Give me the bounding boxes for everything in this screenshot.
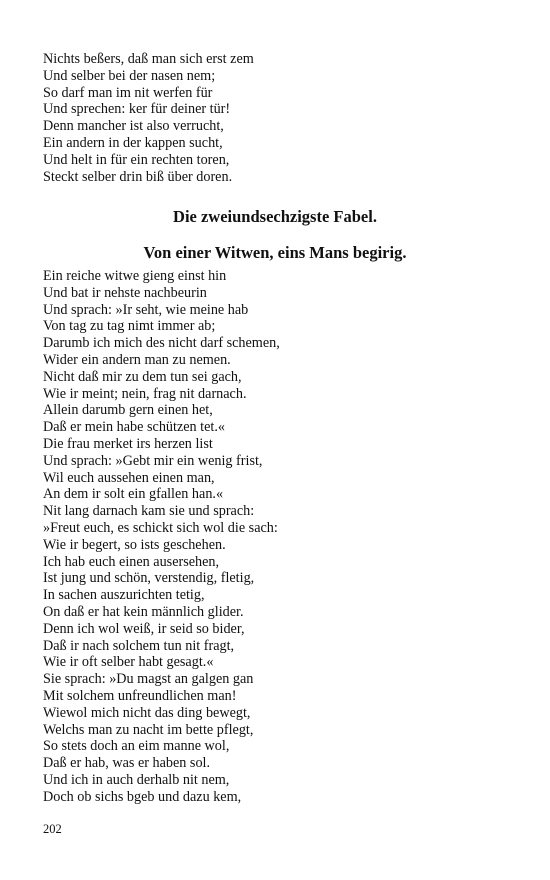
- verse-line: Denn ich wol weiß, ir seid so bider,: [43, 620, 245, 637]
- verse-line: Darumb ich mich des nicht darf schemen,: [43, 335, 280, 352]
- verse-line: Allein darumb gern einen het,: [43, 402, 213, 419]
- verse-line: On daß er hat kein männlich glider.: [43, 603, 244, 620]
- verse-line: In sachen auszurichten tetig,: [43, 587, 205, 604]
- verse-block-top: [43, 51, 513, 185]
- verse-line: Nicht daß mir zu dem tun sei gach,: [43, 368, 242, 385]
- verse-line: Denn mancher ist also verrucht,: [43, 118, 224, 135]
- verse-line: Und sprach: »Gebt mir ein wenig frist,: [43, 452, 263, 469]
- verse-block-main: [43, 268, 513, 806]
- fable-subtitle: Von einer Witwen, eins Mans begirig.: [143, 243, 407, 262]
- verse-line: Nit lang darnach kam sie und sprach:: [43, 503, 255, 520]
- verse-line: Die frau merket irs herzen list: [43, 435, 213, 452]
- verse-line: So stets doch an eim manne wol,: [43, 738, 230, 755]
- verse-line: Und ich in auch derhalb nit nem,: [43, 771, 230, 788]
- verse-line: Mit solchem unfreundlichen man!: [43, 687, 237, 704]
- verse-line: Ein andern in der kappen sucht,: [43, 134, 223, 151]
- verse-line: Nichts beßers, daß man sich erst zem: [43, 51, 254, 67]
- page-number: 202: [43, 822, 62, 836]
- verse-line: Von tag zu tag nimt immer ab;: [43, 318, 216, 335]
- verse-line: So darf man im nit werfen für: [43, 84, 213, 101]
- verse-line: Welchs man zu nacht im bette pflegt,: [43, 721, 254, 738]
- verse-line: Ein reiche witwe gieng einst hin: [43, 268, 227, 284]
- verse-line: Wie ir oft selber habt gesagt.«: [43, 654, 214, 671]
- verse-line: Daß er hab, was er haben sol.: [43, 755, 211, 772]
- verse-line: Wiewol mich nicht das ding bewegt,: [43, 704, 251, 721]
- verse-line: Und helt in für ein rechten toren,: [43, 151, 230, 168]
- verse-line: Wie ir begert, so ists geschehen.: [43, 536, 226, 553]
- verse-line: Wil euch aussehen einen man,: [43, 469, 215, 486]
- verse-line: Steckt selber drin biß über doren.: [43, 168, 233, 185]
- verse-line: Und sprach: »Ir seht, wie meine hab: [43, 301, 249, 318]
- fable-title: Die zweiundsechzigste Fabel.: [173, 207, 377, 226]
- verse-line: Ich hab euch einen ausersehen,: [43, 553, 220, 570]
- verse-line: Daß er mein habe schützen tet.«: [43, 419, 225, 436]
- verse-line: Wider ein andern man zu nemen.: [43, 351, 231, 368]
- verse-line: »Freut euch, es schickt sich wol die sach:: [43, 519, 278, 536]
- verse-line: Sie sprach: »Du magst an galgen gan: [43, 671, 254, 688]
- verse-line: Wie ir meint; nein, frag nit darnach.: [43, 385, 247, 402]
- verse-line: An dem ir solt ein gfallen han.«: [43, 486, 224, 503]
- verse-line: Und sprechen: ker für deiner tür!: [43, 101, 231, 118]
- verse-line: Und bat ir nehste nachbeurin: [43, 284, 207, 301]
- verse-line: Und selber bei der nasen nem;: [43, 67, 216, 84]
- verse-line: Daß ir nach solchem tun nit fragt,: [43, 637, 235, 654]
- verse-line: Ist jung und schön, verstendig, fletig,: [43, 570, 255, 587]
- verse-line: Doch ob sichs bgeb und dazu kem,: [43, 788, 242, 805]
